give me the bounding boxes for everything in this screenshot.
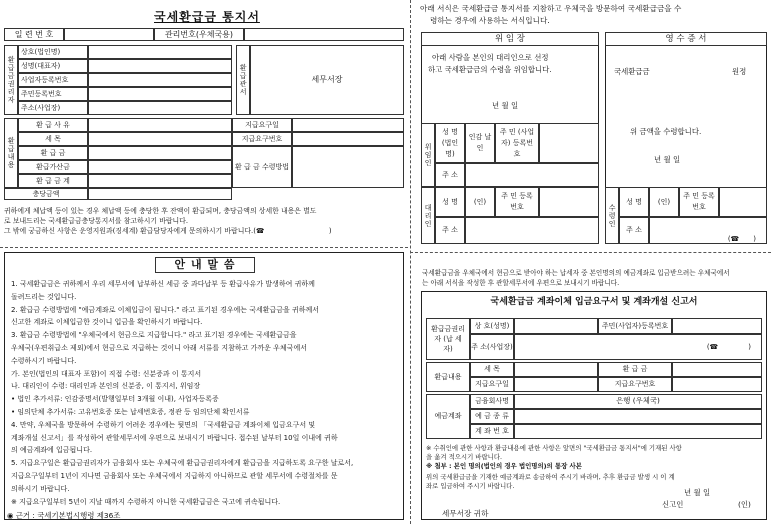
poa-text: 아래 사람을 본인의 대리인으로 선정 <box>432 53 549 62</box>
refund-request-number-field[interactable] <box>672 377 762 392</box>
guide-item-line: 4. 만약, 우체국을 방문하여 수령하기 어려운 경우에는 뒷면의 「국세환급금 계좌이체 입금요구서 및 <box>11 420 316 429</box>
claimant-row-value[interactable] <box>88 73 232 87</box>
payment-method-field[interactable] <box>292 146 404 188</box>
holder-address-field[interactable] <box>514 334 762 360</box>
claimant-side-label: 환급금권리자 <box>4 45 18 115</box>
attachment-note: ※ 첨부 : 본인 명의(법인의 경우 법인명의)의 통장 사본 <box>426 462 582 470</box>
guide-item-line: 2. 환급금 수령방법에 "예금계좌로 이체입금이 됩니다." 라고 표기된 경우에는 국세환급금을 귀하께서 <box>11 305 320 314</box>
serial-number-field[interactable] <box>64 28 154 41</box>
guide-panel <box>4 252 404 520</box>
claimant-rows <box>18 45 232 115</box>
holder-side-label <box>426 318 470 360</box>
holder-address-label: 주 소(사업장) <box>470 334 514 360</box>
applicant-seal: (인) <box>738 500 751 509</box>
receiver-label: 수령인 <box>605 187 619 244</box>
poa-text: 하고 국세환급금의 수령을 위임합니다. <box>428 65 552 74</box>
receiver-address-label: 주 소 <box>619 217 649 244</box>
receipt <box>605 32 767 244</box>
bank-suffix: 은행 (우체국) <box>616 396 660 406</box>
claimant-row-value[interactable] <box>88 59 232 73</box>
delegator-rrn-label <box>495 123 539 163</box>
notice-body-line: 로 보내드리는 국세환급금충당통지서를 참고하시기 바랍니다. <box>4 217 189 225</box>
guide-item-line: 의 예금계좌에 입금됩니다. <box>11 446 93 455</box>
content-row-label: 환 급 금 계 <box>18 174 88 188</box>
content-side-label: 환급내용 <box>4 118 18 188</box>
content-row-value[interactable] <box>88 160 232 174</box>
delegator-seal-label <box>465 123 495 163</box>
payment-method-text: 환 급 금 수령방법 <box>235 162 290 171</box>
refund-tax-item-label: 세 목 <box>470 362 514 377</box>
power-of-attorney <box>421 32 599 244</box>
deposit-type-field[interactable] <box>514 409 762 424</box>
holder-phone-label: (☎ <box>706 342 719 351</box>
refund-amount-field[interactable] <box>672 362 762 377</box>
delegator-seal-text: 인감 날인 <box>468 133 492 152</box>
content-row-value[interactable] <box>88 118 232 132</box>
bank-name-label: 금융회사명 <box>470 394 514 409</box>
content-row-value[interactable] <box>88 146 232 160</box>
refund-amount-label: 환 급 금 <box>598 362 672 377</box>
claimant-row-label: 주민등록번호 <box>18 87 88 101</box>
delegator-address-field[interactable] <box>465 163 599 187</box>
guide-item-line: 돌려드리는 것입니다. <box>11 292 77 301</box>
guide-item-line: 우체국(우편취급소 제외)에서 현금으로 지급하는 것이니 아래 서류를 지참하고 가까운 우체국에서 <box>11 344 307 352</box>
refund-notice <box>4 4 404 244</box>
receipt-date: 년 월 일 <box>654 155 681 164</box>
claimant-row-label: 성명(대표자) <box>18 59 88 73</box>
guide-footer: ◉ 근거 : 국세기본법시행령 제36조 <box>7 511 121 520</box>
claimant-row-value[interactable] <box>88 87 232 101</box>
guide-item-line: 5. 지급요구일은 환급금권리자가 금융회사 또는 우체국에 환급금권리자에게 환급금을 지급하도록 요구한 날로서, <box>11 459 354 468</box>
transfer-date: 년 월 일 <box>684 488 711 497</box>
management-number-label: 관리번호(우체국용) <box>154 28 244 41</box>
notice-body-line: 귀하에게 체납액 등이 있는 경우 체납액 등에 충당한 후 잔액이 환급되며, 충당금액의 상세한 내용은 별도 <box>4 207 317 215</box>
content-row-label: 환 급 사 유 <box>18 118 88 132</box>
guide-item-line: 3. 환급금 수령방법에 "우체국에서 현금으로 지급합니다." 라고 표기된 경우에는 국세환급금을 <box>11 331 297 340</box>
account-number-label: 계 좌 번 호 <box>470 424 514 439</box>
guide-item-line: ※ 지급요구일부터 5년이 지날 때까지 수령하지 아니한 국세환급금은 국고에 귀속됩니다. <box>11 497 281 506</box>
receiver-rrn-label <box>679 187 719 217</box>
receiver-address-field[interactable] <box>649 217 767 244</box>
content-row-value[interactable] <box>88 174 232 188</box>
holder-phone-end: ) <box>748 342 751 351</box>
guide-title: 안 내 말 씀 <box>155 257 255 273</box>
agent-seal: (인) <box>465 187 495 217</box>
fold-line-left <box>0 247 408 248</box>
holder-name-field[interactable] <box>514 318 598 334</box>
content-row-label: 환급가산금 <box>18 160 88 174</box>
content-row-label: 환 급 금 <box>18 146 88 160</box>
transfer-request: 위의 국세환급금을 기재한 예금계좌로 송금하여 주시기 바라며, 추후 환급금 발생 시 이 계 <box>426 473 675 481</box>
agent-address-field[interactable] <box>465 217 599 244</box>
receiver-rrn-field[interactable] <box>719 187 767 217</box>
applicant-label: 신고인 <box>662 500 684 509</box>
holder-rrn-field[interactable] <box>672 318 762 334</box>
addressee: 세무서장 귀하 <box>442 509 489 518</box>
transfer-note: ※ 수취인에 관한 사항과 환급내용에 관한 사항은 앞면의 "국세환급금 통지서"에 기재된 사항 <box>426 444 682 452</box>
poa-title: 위 임 장 <box>421 32 599 46</box>
delegator-name-label <box>435 123 465 163</box>
agent-label: 대리인 <box>421 187 435 244</box>
deposit-type-label: 예 금 종 류 <box>470 409 514 424</box>
holder-name-label: 상 호(성명) <box>470 318 514 334</box>
poa-date: 년 월 일 <box>492 101 519 110</box>
claimant-row-label: 상호(법인명) <box>18 45 88 59</box>
transfer-form-title: 국세환급금 계좌이체 입금요구서 및 계좌개설 신고서 <box>490 296 698 307</box>
receipt-unit: 원정 <box>732 67 747 76</box>
claimant-row-label: 주소(사업장) <box>18 101 88 115</box>
refund-request-number-label: 지급요구번호 <box>598 377 672 392</box>
claimant-row-label: 사업자등록번호 <box>18 73 88 87</box>
guide-item-line: 의하시기 바랍니다. <box>11 484 70 493</box>
guide-item-line: • 임의단체 추가서류: 고유번호증 또는 납세번호증, 정관 등 임의단체 확인서류 <box>11 408 250 416</box>
notice-body-line <box>4 226 332 236</box>
receiver-name-label: 성 명 <box>619 187 649 217</box>
payment-request-date-label: 지급요구일 <box>232 118 292 132</box>
delegator-rrn-field[interactable] <box>539 123 599 163</box>
right-intro-line: 아래 서식은 국세환급금 통지서를 지참하고 우체국을 방문하여 국세환급금을 수 <box>420 4 682 13</box>
content-rows <box>18 118 232 188</box>
agent-address-label: 주 소 <box>435 217 465 244</box>
guide-item-line: 신고한 계좌로 이체입금한 것이니 입금을 확인하시기 바랍니다. <box>11 318 203 327</box>
guide-item-line: 수령하시기 바랍니다. <box>11 356 77 365</box>
receiver-seal: (인) <box>649 187 679 217</box>
content-row-value[interactable] <box>88 132 232 146</box>
transfer-intro-line: 국세환급금을 우체국에서 현금으로 받아야 하는 납세자 중 본인명의의 예금계좌로 입금받으려는 우체국에서 <box>422 269 730 277</box>
notice-contact-text: 그 밖에 궁금하신 사항은 운영지원과(징세계) 환급담당자에게 문의하시기 바랍니다.(☎ <box>4 227 265 235</box>
guide-item-line: 계좌개설 신고서」를 작성하여 관할세무서에 우편으로 보내시기 바랍니다. 접수된 날부터 10일 이내에 귀하 <box>11 433 338 442</box>
transfer-intro-line: 는 아래 서식을 작성한 후 관할세무서에 우편으로 보내시기 바랍니다. <box>422 279 620 287</box>
fold-line-vertical <box>410 0 411 524</box>
office-side-label: 환급관서 <box>236 45 250 115</box>
charge-amount-field[interactable] <box>88 188 232 200</box>
delegator-name-text: 성 명 (법인명) <box>441 127 459 158</box>
notice-contact-end: ) <box>328 227 332 235</box>
refund-tax-item-field[interactable] <box>514 362 598 377</box>
guide-item-line: 가. 본인(법인의 대표자 포함)이 직접 수령: 신분증과 이 통지서 <box>11 369 202 378</box>
payment-request-date-field[interactable] <box>292 118 404 132</box>
receiver-phone-end: ) <box>753 234 756 243</box>
agent-name-label: 성 명 <box>435 187 465 217</box>
receipt-text: 위 금액을 수령합니다. <box>630 127 702 136</box>
guide-item-line: 1. 국세환급금은 귀하께서 우리 세무서에 납부하신 세금 중 과다납부 등 환급사유가 발생하여 귀하께 <box>11 280 315 288</box>
holder-side-text: 환급금권리자 (납 세 자) <box>431 325 465 353</box>
bank-name-field[interactable] <box>514 394 762 409</box>
delegator-label: 위임인 <box>421 123 435 187</box>
serial-number-label: 일 련 번 호 <box>4 28 64 41</box>
holder-rrn-label: 주민(사업자)등록번호 <box>598 318 672 334</box>
agent-rrn-field[interactable] <box>539 187 599 217</box>
refund-request-date-label: 지급요구일 <box>470 377 514 392</box>
refund-request-date-field[interactable] <box>514 377 598 392</box>
receipt-amount-label: 국세환급금 <box>614 67 650 76</box>
transfer-request: 좌로 입금하여 주시기 바랍니다. <box>426 482 515 490</box>
payment-request-number-label: 지급요구번호 <box>232 132 292 146</box>
claimant-row-value[interactable] <box>88 101 232 115</box>
guide-item-line: • 법인 추가서류: 인감증명서(발행일부터 3개월 이내), 사업자등록증 <box>11 395 219 404</box>
refund-side-label: 환급내용 <box>426 362 470 392</box>
delegator-address-label: 주 소 <box>435 163 465 187</box>
claimant-row-value[interactable] <box>88 45 232 59</box>
guide-item-line: 지급요구일부터 1년이 지나면 금융회사 또는 우체국에서 지급하지 아니하므로 관할 세무서에 수령절차를 문 <box>11 472 338 480</box>
agent-rrn-text: 주 민 등록번호 <box>501 192 533 211</box>
receipt-title: 영 수 증 서 <box>605 32 767 46</box>
charge-amount-label: 충당금액 <box>4 188 88 200</box>
receiver-rrn-text: 주 민 등록번호 <box>683 192 715 211</box>
guide-item-line: 나. 대리인이 수령: 대리인과 본인의 신분증, 이 통지서, 위임장 <box>11 382 201 391</box>
payment-method-label <box>232 146 292 188</box>
agent-rrn-label <box>495 187 539 217</box>
office-value: 세무서장 <box>250 45 404 115</box>
notice-title: 국세환급금 통지서 <box>154 10 260 24</box>
account-side-label: 예금계좌 <box>426 394 470 439</box>
content-row-label: 세 목 <box>18 132 88 146</box>
transfer-note: 을 옮겨 적으시기 바랍니다. <box>426 453 503 461</box>
transfer-form <box>421 291 767 520</box>
fold-line-right <box>410 252 771 253</box>
payment-request-number-field[interactable] <box>292 132 404 146</box>
receiver-phone-label: (☎ <box>727 234 740 243</box>
delegator-rrn-text: 주 민 (사업자) 등록번호 <box>499 127 535 158</box>
management-number-field[interactable] <box>244 28 404 41</box>
right-intro-line: 령하는 경우에 사용하는 서식입니다. <box>430 16 550 25</box>
account-number-field[interactable] <box>514 424 762 439</box>
